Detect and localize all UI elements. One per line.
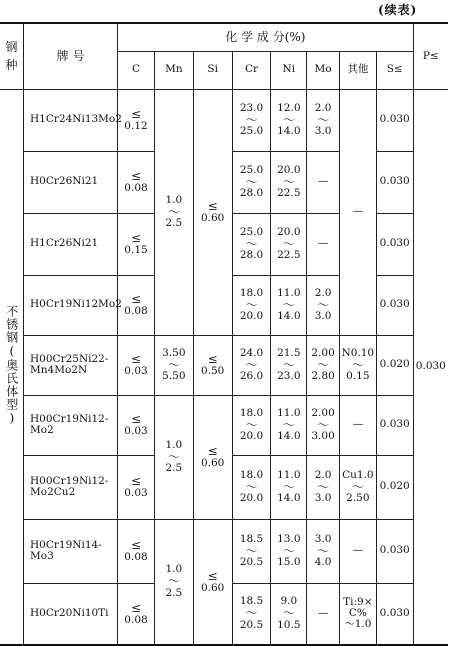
col-header-6: 其他 (339, 51, 376, 89)
value-line: 15.0 (277, 556, 301, 569)
mo-cell (307, 89, 340, 151)
si-cell (193, 89, 232, 335)
value-line: ～ (317, 357, 330, 372)
value-line: ≤ (130, 352, 142, 367)
value-line: 28.0 (239, 249, 264, 262)
header-grade: 牌 号 (24, 23, 118, 89)
value-line: 20.0 (239, 430, 264, 443)
value-line: 18.0 (239, 406, 264, 419)
value-line: 20.0 (277, 225, 301, 238)
value-line: 2.80 (311, 370, 335, 383)
si-cell (193, 395, 232, 519)
value-line: ～ (167, 204, 180, 219)
category-cell (0, 89, 24, 645)
other-cell (339, 335, 376, 395)
value-line: 18.0 (239, 468, 264, 481)
value-line: 11.0 (277, 406, 301, 419)
value-line: — (352, 544, 364, 557)
cr-cell (232, 395, 271, 455)
value-line: ～ (167, 357, 180, 372)
value-line: ≤ (207, 568, 218, 583)
mo-cell (307, 519, 340, 583)
mn-cell (154, 335, 193, 395)
value-line: 23.0 (239, 101, 264, 114)
grade-cell: H00Cr25Ni22-Mn4Mo2N (24, 335, 118, 395)
c-cell (118, 583, 155, 645)
value-line: Cu1.0 (342, 468, 374, 481)
table-row (0, 335, 448, 395)
value-line: ≤ (207, 444, 218, 459)
value-line: 2.5 (165, 462, 183, 475)
col-header-0: C (118, 51, 155, 89)
value-line: 22.5 (277, 187, 301, 200)
col-header-1: Mn (154, 51, 193, 89)
value-line: ≤ (130, 292, 142, 307)
header-composition: 化 学 成 分(%) (118, 23, 414, 51)
value-line: 3.0 (314, 492, 332, 505)
ni-cell (271, 275, 307, 335)
composition-table (0, 22, 448, 646)
other-cell (339, 89, 376, 335)
grade-cell: H00Cr19Ni12-Mo2Cu2 (24, 455, 118, 519)
value-line: 0.08 (124, 304, 148, 317)
col-header-3: Cr (232, 51, 271, 89)
value-line: ≤ (130, 169, 142, 184)
value-line: 20.5 (239, 556, 264, 569)
value-line: 2.50 (346, 492, 370, 505)
value-line: 1.0 (165, 438, 183, 451)
value-line: 0.03 (124, 424, 148, 437)
value-line: ～ (282, 297, 295, 312)
value-line: ～ (282, 417, 295, 432)
value-line: — (317, 175, 329, 188)
value-line: ≤ (130, 231, 142, 246)
c-cell (118, 395, 155, 455)
value-line: ～ (245, 112, 258, 127)
value-line: ～ (282, 606, 295, 621)
s-cell: 0.030 (376, 213, 413, 275)
value-line: 14.0 (277, 430, 301, 443)
col-header-5: Mo (307, 51, 340, 89)
p-cell: 0.030 (413, 89, 448, 645)
value-line: 18.0 (239, 286, 264, 299)
value-line: 4.0 (314, 556, 332, 569)
cr-cell (232, 275, 271, 335)
value-line: 18.5 (239, 532, 264, 545)
value-line: 14.0 (277, 125, 301, 138)
value-line: 11.0 (277, 286, 301, 299)
mn-cell (154, 519, 193, 645)
value-line: ≤ (207, 352, 218, 367)
cr-cell (232, 455, 271, 519)
value-line: ～ (245, 479, 258, 494)
value-line: 24.0 (239, 346, 264, 359)
grade-cell: H1Cr24Ni13Mo2 (24, 89, 118, 151)
value-line: ～ (317, 417, 330, 432)
mo-cell (307, 275, 340, 335)
s-cell: 0.030 (376, 519, 413, 583)
table-row (0, 395, 448, 455)
value-line: 1.0 (165, 563, 183, 576)
value-line: 20.5 (239, 619, 264, 632)
value-line: 28.0 (239, 187, 264, 200)
value-line: 3.0 (314, 125, 332, 138)
value-line: ～1.0 (344, 618, 372, 631)
si-cell (193, 335, 232, 395)
mo-cell (307, 583, 340, 645)
value-line: 0.08 (124, 181, 148, 194)
continued-label: (续表) (378, 3, 418, 17)
si-cell (193, 519, 232, 645)
c-cell (118, 89, 155, 151)
mn-cell (154, 395, 193, 519)
value-line: ～ (317, 543, 330, 558)
s-cell: 0.020 (376, 455, 413, 519)
value-line: ～ (317, 112, 330, 127)
value-line: 13.0 (277, 532, 301, 545)
s-cell: 0.030 (376, 395, 413, 455)
value-line: 1.0 (165, 193, 183, 206)
value-line: 22.5 (277, 249, 301, 262)
value-line: ～ (167, 574, 180, 589)
value-line: 0.03 (124, 364, 148, 377)
s-cell: 0.030 (376, 151, 413, 213)
c-cell (118, 335, 155, 395)
value-line: 0.03 (124, 486, 148, 499)
value-line: 18.5 (239, 595, 264, 608)
value-line: 5.50 (162, 370, 186, 383)
value-line: ～ (282, 357, 295, 372)
value-line: N0.10 (341, 346, 375, 359)
value-line: 20.0 (239, 310, 264, 323)
cr-cell (232, 583, 271, 645)
col-header-4: Ni (271, 51, 307, 89)
mo-cell (307, 335, 340, 395)
grade-cell: H0Cr26Ni21 (24, 151, 118, 213)
ni-cell (271, 213, 307, 275)
value-line: ≤ (207, 199, 218, 214)
value-line: ～ (351, 357, 364, 372)
col-header-7: S≤ (376, 51, 413, 89)
value-line: ～ (245, 174, 258, 189)
mo-cell (307, 395, 340, 455)
value-line: ～ (245, 236, 258, 251)
mo-cell (307, 213, 340, 275)
value-line: ～ (245, 357, 258, 372)
value-line: 11.0 (277, 468, 301, 481)
value-line: ～ (245, 297, 258, 312)
grade-cell: H1Cr26Ni21 (24, 213, 118, 275)
value-line: 9.0 (280, 595, 298, 608)
value-line: 21.5 (277, 346, 301, 359)
value-line: 0.15 (124, 243, 148, 256)
value-line: 10.5 (277, 619, 301, 632)
value-line: 0.12 (124, 119, 148, 132)
ni-cell (271, 335, 307, 395)
mo-cell (307, 455, 340, 519)
col-header-2: Si (193, 51, 232, 89)
value-line: 0.60 (200, 456, 225, 469)
s-cell: 0.020 (376, 335, 413, 395)
value-line: 14.0 (277, 492, 301, 505)
value-line: 25.0 (239, 163, 264, 176)
value-line: ～ (282, 479, 295, 494)
c-cell (118, 151, 155, 213)
value-line: 2.0 (314, 101, 332, 114)
ni-cell (271, 89, 307, 151)
value-line: 0.60 (200, 211, 225, 224)
c-cell (118, 275, 155, 335)
ni-cell (271, 455, 307, 519)
value-line: ≤ (130, 538, 142, 553)
value-line: ～ (167, 449, 180, 464)
grade-cell: H00Cr19Ni12-Mo2 (24, 395, 118, 455)
grade-cell: H0Cr20Ni10Ti (24, 583, 118, 645)
header-p: P≤ (413, 23, 448, 89)
cr-cell (232, 519, 271, 583)
value-line: ≤ (130, 474, 142, 489)
c-cell (118, 519, 155, 583)
value-line: 0.08 (124, 550, 148, 563)
value-line: 3.50 (162, 346, 186, 359)
mn-cell (154, 89, 193, 335)
value-line: 2.00 (311, 346, 335, 359)
header-steel-type: 钢种 (0, 23, 24, 89)
s-cell: 0.030 (376, 89, 413, 151)
c-cell (118, 213, 155, 275)
value-line: — (317, 237, 329, 250)
value-line: ～ (317, 479, 330, 494)
value-line: ～ (282, 174, 295, 189)
cr-cell (232, 89, 271, 151)
value-line: 3.0 (314, 532, 332, 545)
value-line: ～ (282, 236, 295, 251)
value-line: 0.08 (124, 613, 148, 626)
other-cell (339, 395, 376, 455)
ni-cell (271, 519, 307, 583)
ni-cell (271, 151, 307, 213)
s-cell: 0.030 (376, 583, 413, 645)
mo-cell (307, 151, 340, 213)
value-line: 2.5 (165, 587, 183, 600)
value-line: 25.0 (239, 125, 264, 138)
table-row (0, 89, 448, 151)
value-line: 2.00 (311, 406, 335, 419)
value-line: 0.50 (200, 364, 225, 377)
value-line: 0.15 (346, 370, 370, 383)
value-line: — (352, 418, 364, 431)
value-line: 3.0 (314, 310, 332, 323)
cr-cell (232, 151, 271, 213)
other-cell (339, 583, 376, 645)
value-line: C% (348, 607, 367, 620)
value-line: ～ (245, 417, 258, 432)
cr-cell (232, 213, 271, 275)
value-line: ≤ (130, 600, 142, 615)
ni-cell (271, 395, 307, 455)
value-line: 20.0 (277, 163, 301, 176)
value-line: 25.0 (239, 225, 264, 238)
value-line: 2.5 (165, 217, 183, 230)
value-line: — (352, 205, 364, 218)
value-line: 0.60 (200, 581, 225, 594)
value-line: ≤ (130, 107, 142, 122)
ni-cell (271, 583, 307, 645)
value-line: ～ (282, 543, 295, 558)
category-label: 不锈钢(奥氏体型) (4, 304, 19, 426)
value-line: 2.0 (314, 286, 332, 299)
value-line: ≤ (130, 412, 142, 427)
grade-cell: H0Cr19Ni14-Mo3 (24, 519, 118, 583)
value-line: — (317, 607, 329, 620)
value-line: Ti:9× (343, 596, 373, 609)
value-line: 23.0 (277, 370, 301, 383)
grade-cell: H0Cr19Ni12Mo2 (24, 275, 118, 335)
s-cell: 0.030 (376, 275, 413, 335)
other-cell (339, 455, 376, 519)
value-line: ～ (245, 543, 258, 558)
value-line: 3.00 (311, 430, 335, 443)
value-line: ～ (317, 297, 330, 312)
value-line: 14.0 (277, 310, 301, 323)
value-line: 2.0 (314, 468, 332, 481)
value-line: ～ (245, 606, 258, 621)
other-cell (339, 519, 376, 583)
value-line: 20.0 (239, 492, 264, 505)
value-line: ～ (282, 112, 295, 127)
value-line: 26.0 (239, 370, 264, 383)
value-line: ～ (351, 479, 364, 494)
cr-cell (232, 335, 271, 395)
table-row (0, 519, 448, 583)
value-line: 12.0 (277, 101, 301, 114)
c-cell (118, 455, 155, 519)
